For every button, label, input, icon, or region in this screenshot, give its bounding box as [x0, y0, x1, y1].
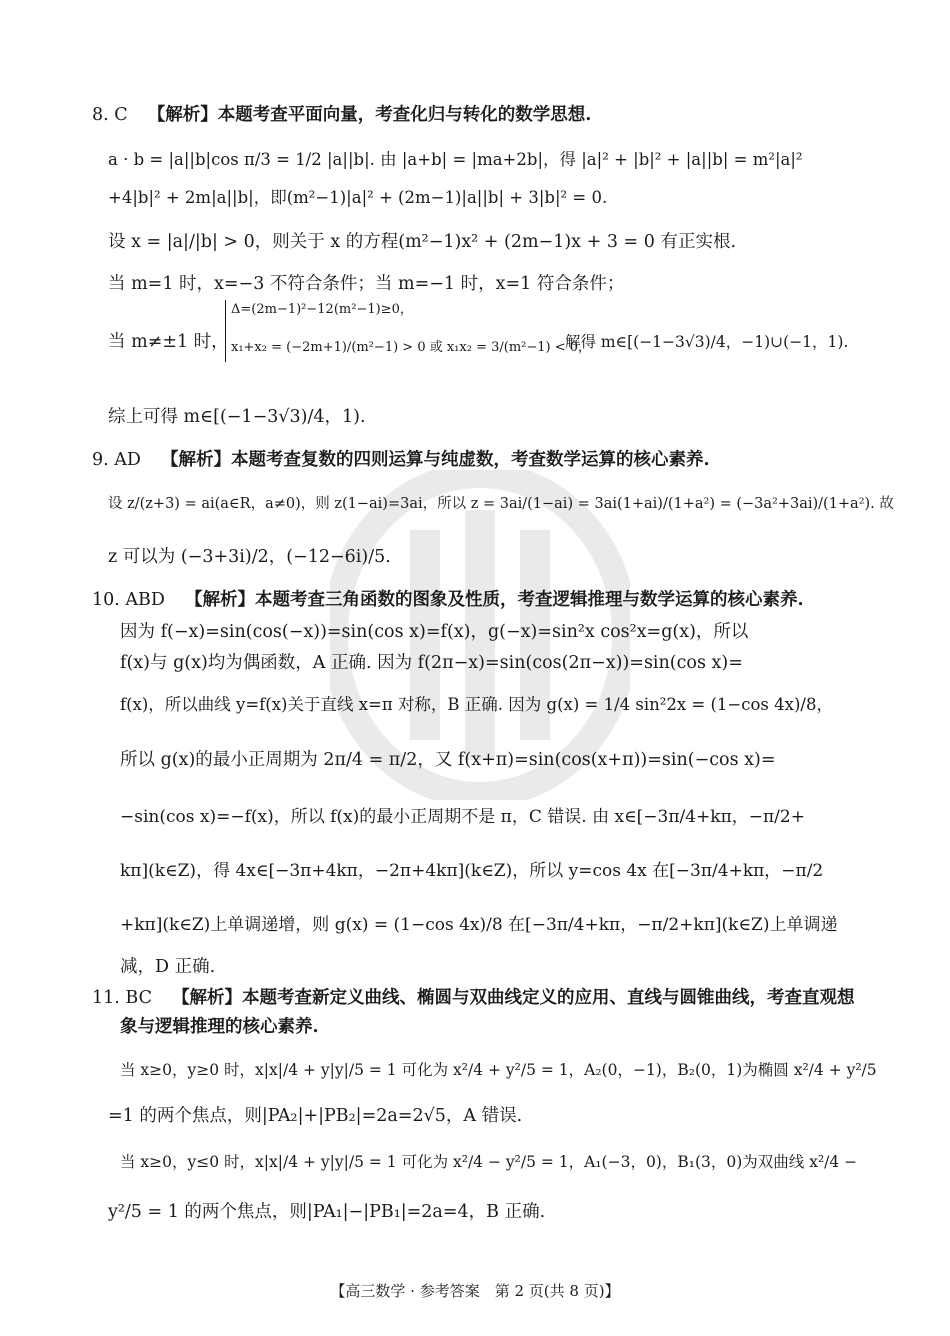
q8-system-line-2: x₁+x₂ = (−2m+1)/(m²−1) > 0 或 x₁x₂ = 3/(m²−1) < 0， — [231, 340, 592, 355]
q10-number: 10. ABD — [92, 590, 165, 610]
q10-line-5: −sin(cos x)=−f(x)，所以 f(x)的最小正周期不是 π，C 错误. 由 x∈[−3π/4+kπ，−π/2+ — [120, 807, 805, 827]
q8-line-5-suffix: 解得 m∈[(−1−3√3)/4，−1)∪(−1，1). — [565, 333, 849, 351]
q8-line-2: +4|b|² + 2m|a||b|，即(m²−1)|a|² + (2m−1)|a||b| + 3|b|² = 0. — [108, 188, 608, 207]
q10-line-1: 因为 f(−x)=sin(cos(−x))=sin(cos x)=f(x)，g(−x)=sin²x cos²x=g(x)，所以 — [120, 622, 749, 642]
q8-header — [92, 103, 591, 127]
q9-line-2: z 可以为 (−3+3i)/2，(−12−6i)/5. — [108, 547, 391, 567]
q8-system-line-1: Δ=(2m−1)²−12(m²−1)≥0， — [231, 302, 413, 317]
q8-line-6: 综上可得 m∈[(−1−3√3)/4，1). — [108, 407, 366, 427]
q10-header — [92, 588, 804, 612]
q11-header-text-2: 象与逻辑推理的核心素养. — [120, 1017, 319, 1037]
q10-line-4: 所以 g(x)的最小正周期为 2π/4 = π/2，又 f(x+π)=sin(cos(x+π))=sin(−cos x)= — [120, 750, 776, 770]
q11-line-3: 当 x≥0，y≤0 时，x|x|/4 + y|y|/5 = 1 可化为 x²/4 − y²/5 = 1，A₁(−3，0)，B₁(3，0)为双曲线 x²/4 − — [120, 1153, 858, 1171]
q11-header-text: 【解析】本题考查新定义曲线、椭圆与双曲线定义的应用、直线与圆锥曲线，考查直观想 — [172, 988, 855, 1008]
q8-number: 8. C — [92, 105, 128, 125]
q10-line-8: 减，D 正确. — [120, 957, 216, 977]
q9-header-text: 【解析】本题考查复数的四则运算与纯虚数，考查数学运算的核心素养. — [161, 450, 710, 470]
q10-line-3: f(x)，所以曲线 y=f(x)关于直线 x=π 对称，B 正确. 因为 g(x) = 1/4 sin²2x = (1−cos 4x)/8， — [120, 695, 833, 714]
q11-line-2: =1 的两个焦点，则|PA₂|+|PB₂|=2a=2√5，A 错误. — [108, 1106, 523, 1126]
q8-line-3: 设 x = |a|/|b| > 0，则关于 x 的方程(m²−1)x² + (2m−1)x + 3 = 0 有正实根. — [108, 232, 737, 252]
q10-line-6: kπ](k∈Z)，得 4x∈[−3π+4kπ，−2π+4kπ](k∈Z)，所以 y=cos 4x 在[−3π/4+kπ，−π/2 — [120, 861, 824, 881]
q8-system — [225, 300, 591, 362]
q9-line-1: 设 z/(z+3) = ai(a∈R，a≠0)，则 z(1−ai)=3ai，所以 z = 3ai/(1−ai) = 3ai(1+ai)/(1+a²) = (−3a²+3ai)/(1+a²). 故 — [108, 496, 894, 512]
q8-header-text: 【解析】本题考查平面向量，考查化归与转化的数学思想. — [147, 105, 592, 125]
q9-number: 9. AD — [92, 450, 141, 470]
q11-line-4: y²/5 = 1 的两个焦点，则|PA₁|−|PB₁|=2a=4，B 正确. — [108, 1202, 546, 1222]
q10-line-2: f(x)与 g(x)均为偶函数，A 正确. 因为 f(2π−x)=sin(cos(2π−x))=sin(cos x)= — [120, 653, 743, 673]
q8-line-4: 当 m=1 时，x=−3 不符合条件；当 m=−1 时，x=1 符合条件； — [108, 274, 625, 294]
q8-line-1: a · b = |a||b|cos π/3 = 1/2 |a||b|. 由 |a+b| = |ma+2b|，得 |a|² + |b|² + |a||b| = m²|a|² — [108, 150, 803, 169]
q8-line-5-prefix: 当 m≠±1 时， — [108, 332, 229, 352]
q11-line-1: 当 x≥0，y≥0 时，x|x|/4 + y|y|/5 = 1 可化为 x²/4 + y²/5 = 1，A₂(0，−1)，B₂(0，1)为椭圆 x²/4 + y²/5 — [120, 1061, 877, 1079]
q10-header-text: 【解析】本题考查三角函数的图象及性质，考查逻辑推理与数学运算的核心素养. — [185, 590, 804, 610]
page-footer: 【高三数学 · 参考答案 第 2 页(共 8 页)】 — [330, 1282, 620, 1300]
q11-number: 11. BC — [92, 988, 152, 1008]
q10-line-7: +kπ](k∈Z)上单调递增，则 g(x) = (1−cos 4x)/8 在[−3π/4+kπ，−π/2+kπ](k∈Z)上单调递 — [120, 915, 838, 935]
q9-header — [92, 448, 710, 472]
q11-header — [92, 986, 855, 1010]
